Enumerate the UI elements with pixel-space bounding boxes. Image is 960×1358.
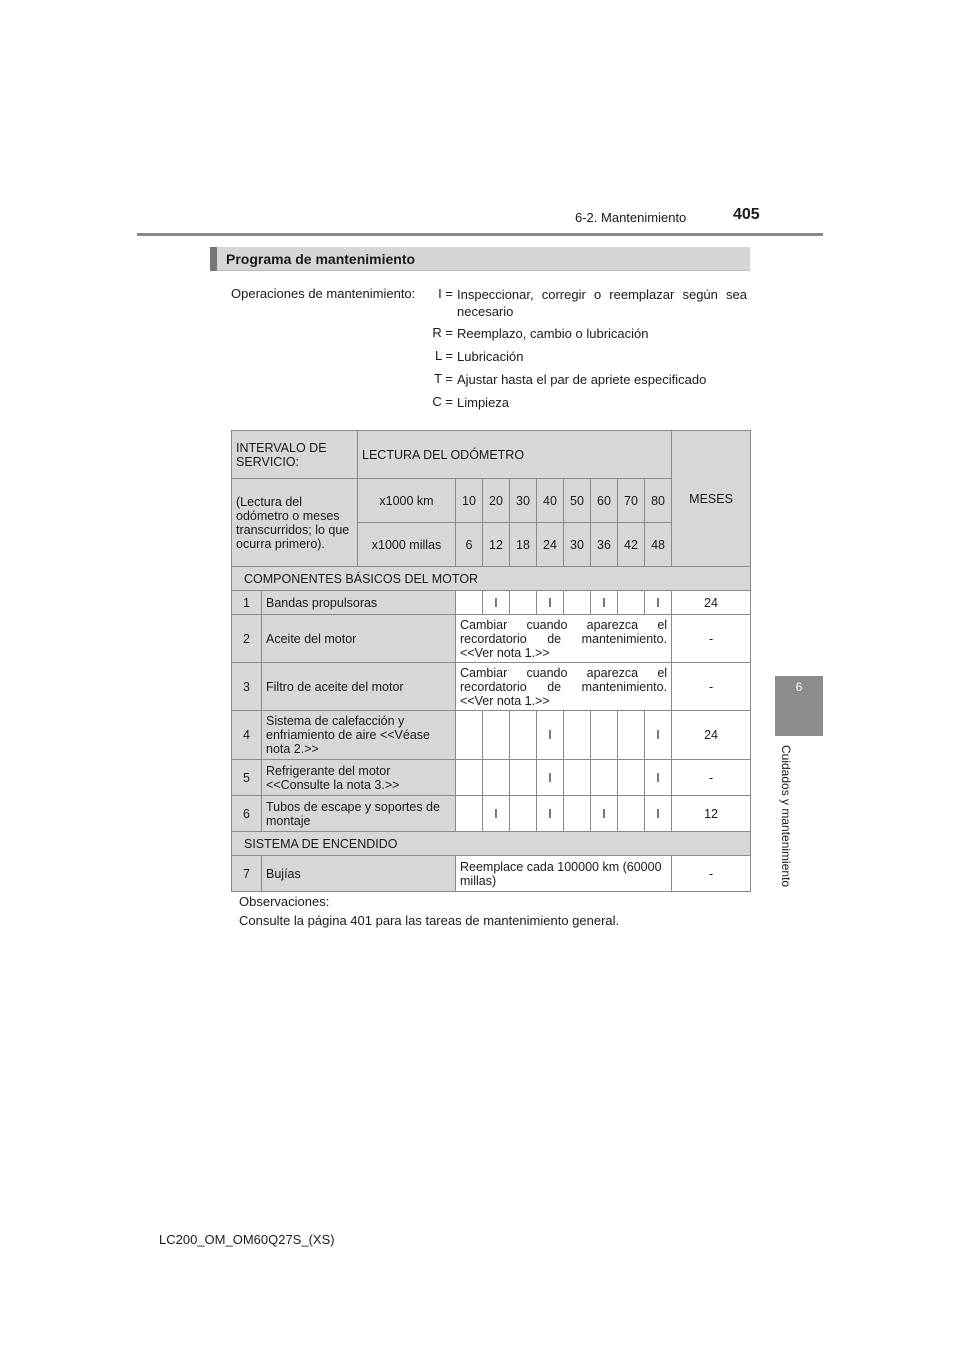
months-cell: - [672,663,751,711]
interval-cell [591,760,618,796]
months-cell: 12 [672,796,751,832]
interval-cell [564,711,591,760]
interval-cell: I [537,760,564,796]
chapter-tab-number: 6 [795,680,803,694]
section-title: Programa de mantenimiento [226,251,416,267]
interval-cell: I [591,591,618,615]
interval-note: Reemplace cada 100000 km (60000 millas) [456,856,672,892]
miles-value: 12 [483,523,510,567]
km-value: 60 [591,479,618,523]
interval-cell [564,591,591,615]
interval-cell [510,796,537,832]
legend-label: Operaciones de mantenimiento: [231,286,416,301]
interval-cell [564,760,591,796]
table-row [232,663,751,711]
interval-cell [483,711,510,760]
miles-label: x1000 millas [358,523,456,567]
footer-code: LC200_OM_OM60Q27S_(XS) [159,1232,335,1247]
notes [239,892,619,930]
group-heading: SISTEMA DE ENCENDIDO [232,832,751,856]
km-value: 80 [645,479,672,523]
interval-cell [510,711,537,760]
group-heading: COMPONENTES BÁSICOS DEL MOTOR [232,567,751,591]
interval-cell: I [537,591,564,615]
row-item: Bujías [262,856,456,892]
legend-key: R = [432,325,453,340]
interval-cell [591,711,618,760]
row-number: 2 [232,615,262,663]
table-row [232,796,751,832]
miles-value: 48 [645,523,672,567]
miles-value: 30 [564,523,591,567]
km-value: 50 [564,479,591,523]
interval-cell [456,760,483,796]
interval-cell [510,591,537,615]
row-item: Bandas propulsoras [262,591,456,615]
table-row [232,591,751,615]
interval-cell [618,591,645,615]
km-value: 30 [510,479,537,523]
chapter-tab-label: Cuidados y mantenimiento [779,745,793,888]
months-cell: 24 [672,711,751,760]
row-item: Sistema de calefacción y enfriamiento de aire <<Véase nota 2.>> [262,711,456,760]
interval-cell: I [483,796,510,832]
km-value: 70 [618,479,645,523]
months-cell: - [672,760,751,796]
interval-cell: I [645,711,672,760]
notes-title: Observaciones: [239,894,330,909]
interval-cell [456,796,483,832]
months-label: MESES [672,431,751,567]
row-item: Aceite del motor [262,615,456,663]
row-number: 1 [232,591,262,615]
miles-value: 6 [456,523,483,567]
legend-key: L = [435,348,453,363]
interval-cell [510,760,537,796]
interval-cell: I [645,760,672,796]
reading-note: (Lectura del odómetro o meses transcurridos; lo que ocurra primero). [232,479,358,567]
interval-cell [564,796,591,832]
legend-value: Lubricación [457,349,524,364]
legend-value: Inspeccionar, corregir o reemplazar según sea necesario [457,287,747,319]
odometer-label: LECTURA DEL ODÓMETRO [358,431,672,479]
months-cell: 24 [672,591,751,615]
row-item: Refrigerante del motor <<Consulte la nota 3.>> [262,760,456,796]
legend-value: Limpieza [457,395,510,410]
interval-cell: I [537,796,564,832]
km-label: x1000 km [358,479,456,523]
miles-value: 36 [591,523,618,567]
legend-key: T = [434,371,453,386]
interval-cell [456,711,483,760]
legend-value: Reemplazo, cambio o lubricación [457,326,649,341]
interval-cell: I [645,591,672,615]
months-cell: - [672,615,751,663]
miles-value: 24 [537,523,564,567]
section-title-accent [210,247,217,271]
table-row [232,856,751,892]
legend-key: I = [438,286,453,301]
interval-label: INTERVALO DE SERVICIO: [232,431,358,479]
legend-value: Ajustar hasta el par de apriete especificado [457,372,707,387]
interval-cell: I [645,796,672,832]
table-row [232,711,751,760]
row-number: 3 [232,663,262,711]
miles-value: 42 [618,523,645,567]
row-number: 4 [232,711,262,760]
months-cell: - [672,856,751,892]
row-item: Filtro de aceite del motor [262,663,456,711]
interval-cell: I [591,796,618,832]
notes-text: Consulte la página 401 para las tareas de mantenimiento general. [239,913,620,928]
row-number: 5 [232,760,262,796]
table-row [232,760,751,796]
interval-cell [618,760,645,796]
interval-note: Cambiar cuando aparezca el recordatorio de mantenimiento. <<Ver nota 1.>> [456,615,672,663]
row-number: 6 [232,796,262,832]
km-value: 40 [537,479,564,523]
page-number: 405 [733,206,760,223]
header-section: 6-2. Mantenimiento [575,210,687,225]
row-item: Tubos de escape y soportes de montaje [262,796,456,832]
interval-cell: I [537,711,564,760]
interval-note: Cambiar cuando aparezca el recordatorio de mantenimiento. <<Ver nota 1.>> [456,663,672,711]
km-value: 10 [456,479,483,523]
maintenance-schedule-table [231,430,751,892]
km-value: 20 [483,479,510,523]
table-row [232,615,751,663]
header-rule [137,233,823,236]
interval-cell [456,591,483,615]
interval-cell [618,711,645,760]
row-number: 7 [232,856,262,892]
legend-key: C = [432,394,453,409]
miles-value: 18 [510,523,537,567]
interval-cell [483,760,510,796]
interval-cell: I [483,591,510,615]
interval-cell [618,796,645,832]
